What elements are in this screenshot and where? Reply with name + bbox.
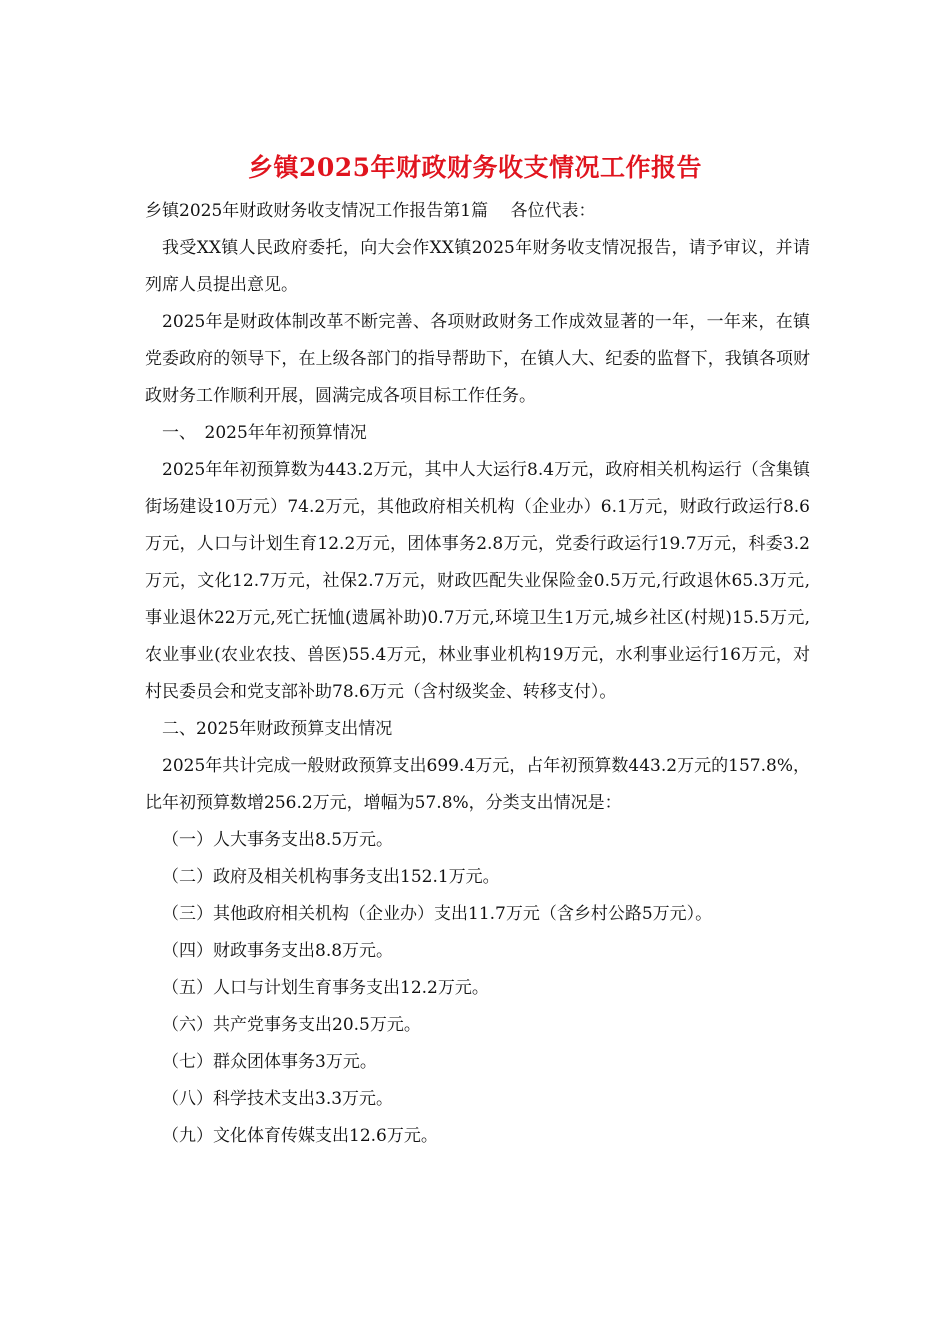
list-item: （五）人口与计划生育事务支出12.2万元。 xyxy=(162,978,489,998)
list-item: （一）人大事务支出8.5万元。 xyxy=(162,830,394,850)
list-item: （二）政府及相关机构事务支出152.1万元。 xyxy=(162,867,500,887)
document-body xyxy=(145,193,810,1155)
list-item: （九）文化体育传媒支出12.6万元。 xyxy=(162,1126,438,1146)
section-heading-2: 二、2025年财政预算支出情况 xyxy=(162,719,393,739)
section-heading-1: 一、 2025年年初预算情况 xyxy=(162,423,367,443)
paragraph-commission: 我受XX镇人民政府委托，向大会作XX镇2025年财务收支情况报告，请予审议，并请列席人员提出意见。 xyxy=(145,238,810,295)
list-item: （六）共产党事务支出20.5万元。 xyxy=(162,1015,421,1035)
list-item: （三）其他政府相关机构（企业办）支出11.7万元（含乡村公路5万元）。 xyxy=(162,904,713,924)
paragraph-initial-budget: 2025年年初预算数为443.2万元，其中人大运行8.4万元，政府相关机构运行（含集镇街场建设10万元）74.2万元，其他政府相关机构（企业办）6.1万元，财政行政运行8.6万元，人口与计划生育12.2万元，团体事务2.8万元，党委行政运行19.7万元，科委3.2万元，文化12.7万元，社保2.7万元，财政匹配失业保险金0.5万元,行政退休65.3万元,事业退休22万元,死亡抚恤(遗属补助)0.7万元,环境卫生1万元,城乡社区(村规)15.5万元,农业事业(农业农技、兽医)55.4万元，林业事业机构19万元，水利事业运行16万元，对村民委员会和党支部补助78.6万元（含村级奖金、转移支付）。 xyxy=(145,460,810,702)
paragraph-overview: 2025年是财政体制改革不断完善、各项财政财务工作成效显著的一年，一年来，在镇党委政府的领导下，在上级各部门的指导帮助下，在镇人大、纪委的监督下，我镇各项财政财务工作顺利开展，圆满完成各项目标工作任务。 xyxy=(145,312,810,406)
list-item: （四）财政事务支出8.8万元。 xyxy=(162,941,394,961)
list-item: （七）群众团体事务3万元。 xyxy=(162,1052,377,1072)
list-item: （八）科学技术支出3.3万元。 xyxy=(162,1089,394,1109)
document-title: 乡镇2025年财政财务收支情况工作报告 xyxy=(247,153,703,182)
intro-line: 乡镇2025年财政财务收支情况工作报告第1篇 各位代表： xyxy=(145,201,596,221)
paragraph-expenditure-summary: 2025年共计完成一般财政预算支出699.4万元，占年初预算数443.2万元的157.8%，比年初预算数增256.2万元，增幅为57.8%，分类支出情况是： xyxy=(145,756,810,813)
